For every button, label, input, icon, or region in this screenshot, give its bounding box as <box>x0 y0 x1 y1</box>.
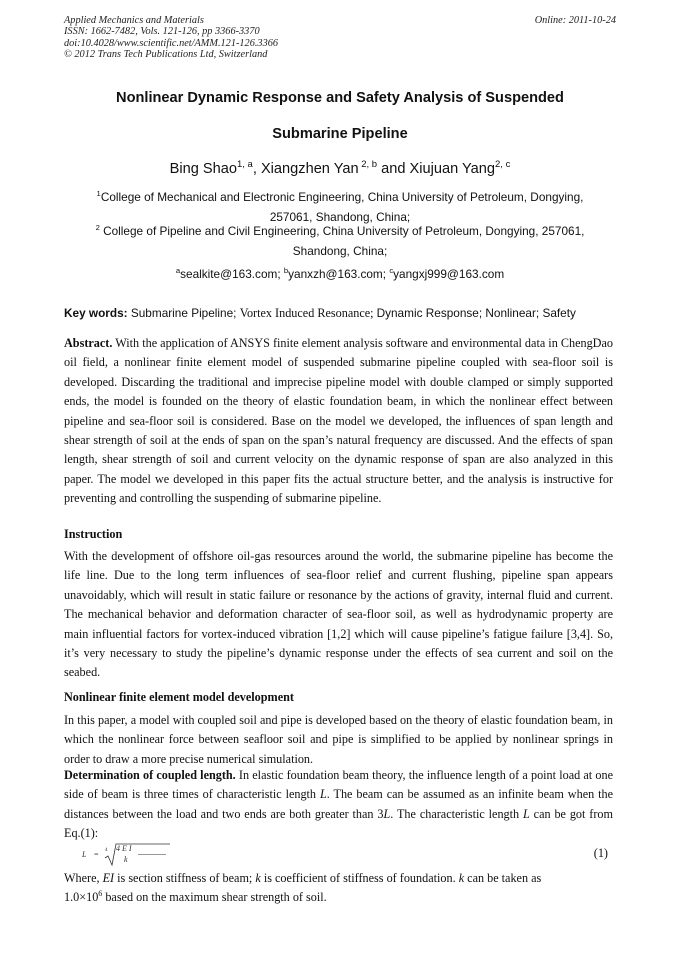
radical-sign-icon <box>104 842 174 868</box>
keyword-1: Submarine Pipeline; <box>127 306 240 320</box>
equation-denominator: k <box>124 855 128 864</box>
stiffness-value: 1.0×10 <box>64 890 99 905</box>
author-2: Xiangzhen Yan <box>260 161 359 177</box>
symbol-k: k <box>255 871 261 885</box>
author-1: Bing Shao <box>169 161 238 177</box>
journal-name: Applied Mechanics and Materials <box>64 15 204 26</box>
where-text-1: Where, <box>64 871 103 885</box>
where-text-5: based on the maximum shear strength of soil. <box>102 890 327 905</box>
equation-lhs: L <box>82 850 87 859</box>
email-b[interactable]: yanxzh@163.com; <box>288 267 390 281</box>
keyword-3: Dynamic Response; Nonlinear; Safety <box>376 306 576 320</box>
keywords-label: Key words: <box>64 306 128 320</box>
copyright-line: © 2012 Trans Tech Publications Ltd, Switzerland <box>64 48 268 60</box>
coupled-text-2: . The beam can be assumed as an infinite beam when the distances between the load and two ends are both greater than 3 <box>64 787 614 821</box>
author-1-affiliation: 1, a <box>237 159 253 171</box>
symbol-L: L <box>523 806 530 821</box>
email-c[interactable]: yangxj999@163.com <box>393 267 505 281</box>
email-marker-b: b <box>283 266 289 276</box>
where-text-2: is section stiffness of beam; <box>114 871 256 885</box>
author-3-affiliation: 2, c <box>495 159 511 171</box>
keyword-2: Vortex Induced Resonance; <box>239 306 377 320</box>
radical-index: 4 <box>105 848 108 853</box>
coupled-length-label: Determination of coupled length. <box>64 768 236 782</box>
keywords <box>64 305 616 321</box>
journal-header <box>64 15 616 60</box>
affiliation-1-marker: 1 <box>96 189 101 199</box>
online-date: Online: 2011-10-24 <box>534 15 616 26</box>
affiliation-2 <box>70 222 610 261</box>
doi-line: doi:10.4028/www.scientific.net/AMM.121-126.3366 <box>64 37 279 49</box>
instruction-paragraph: With the development of offshore oil-gas resources around the world, the submarine pipeline has become the life line. Due to the long term influences of sea-floor relief and current flushing, pipeline span appears unavoidably, which will result in static failure or resonance by the actions of gravity, internal fluid and current. The mechanical behavior and deformation character of sea-floor soil, as well as hydrodynamic property are main influential factors for vortex-induced vibration [1,2] which will cause pipeline’s fatigue failure [3,4]. So, it’s very necessary to study the pipeline’s dynamic response under the effects of sea current and soil on the seabed. <box>64 549 613 680</box>
model-paragraph: In this paper, a model with coupled soil and pipe is developed based on the theory of elastic foundation beam, in which the nonlinear force between seafloor soil and pipe is simplified to be applied by nonlinear springs in order to draw a more precise numerical simulation. <box>64 713 613 766</box>
paper-title-line-1: Nonlinear Dynamic Response and Safety Analysis of Suspended <box>116 90 564 106</box>
equation-numerator: 4 E I <box>116 844 132 853</box>
instruction-heading: Instruction <box>64 527 123 541</box>
symbol-k: k <box>458 871 465 885</box>
abstract-text: With the application of ANSYS finite element analysis software and environmental data in ChengDao oil field, a nonlinear finite element model of suspended submarine pipeline coupled with sea-floor soil is developed. Discarding the traditional and imprecise pipeline model with double clamped or simply supported ends, the model is founded on the theory of elastic foundation beam, in which the nonlinear effect between pipeline and sea-floor soil is considered. Base on the model we developed, the influences of span length and shear strength of soil at the ends of span on the span’s natural frequency are discussed. And the effects of span length, shear strength of soil and current velocity on the dynamic response of span are also analyzed in this paper. The model we developed in this paper fits the actual structure better, and the analysis is instructive for preventing and controlling the suspending of submarine pipeline. <box>64 336 613 506</box>
symbol-L: L <box>319 787 327 802</box>
equation-number: (1) <box>593 846 608 860</box>
symbol-L: L <box>383 806 391 821</box>
issn-line: ISSN: 1662-7482, Vols. 121-126, pp 3366-3370 <box>64 26 260 38</box>
email-marker-c: c <box>389 266 394 276</box>
email-a[interactable]: sealkite@163.com; <box>180 267 284 281</box>
coupled-text-4: can be got from Eq.(1): <box>64 806 613 841</box>
equation-equals: = <box>94 850 99 859</box>
coupled-length-paragraph <box>64 766 613 844</box>
affiliation-1-text: College of Mechanical and Electronic Engineering, China University of Petroleum, Dongying, 257061, Shandong, China; <box>100 190 584 224</box>
where-text-3: is coefficient of stiffness of foundation. <box>260 871 459 885</box>
model-heading: Nonlinear finite element model development <box>64 690 294 704</box>
email-marker-a: a <box>175 266 181 276</box>
where-paragraph <box>64 869 613 908</box>
coupled-text-1: In elastic foundation beam theory, the influence length of a point load at one side of beam is three times of characteristic length <box>64 768 613 802</box>
symbol-EI: EI <box>102 871 115 885</box>
affiliation-2-text: College of Pipeline and Civil Engineering, China University of Petroleum, Dongying, 257061, Shandong, China; <box>99 224 585 258</box>
paper-title-line-2: Submarine Pipeline <box>272 126 408 142</box>
author-separator: , <box>252 161 261 177</box>
email-list <box>64 266 616 282</box>
author-2-affiliation: 2, b <box>358 159 378 171</box>
affiliation-2-marker: 2 <box>95 223 100 233</box>
author-3: Xiujuan Yang <box>409 161 496 177</box>
author-separator: and <box>377 161 410 177</box>
stiffness-exponent: 6 <box>98 889 103 899</box>
author-list <box>64 160 616 178</box>
abstract <box>64 334 613 509</box>
coupled-text-3: . The characteristic length <box>390 806 523 821</box>
abstract-label: Abstract. <box>64 336 113 350</box>
where-text-4: can be taken as <box>464 871 542 885</box>
